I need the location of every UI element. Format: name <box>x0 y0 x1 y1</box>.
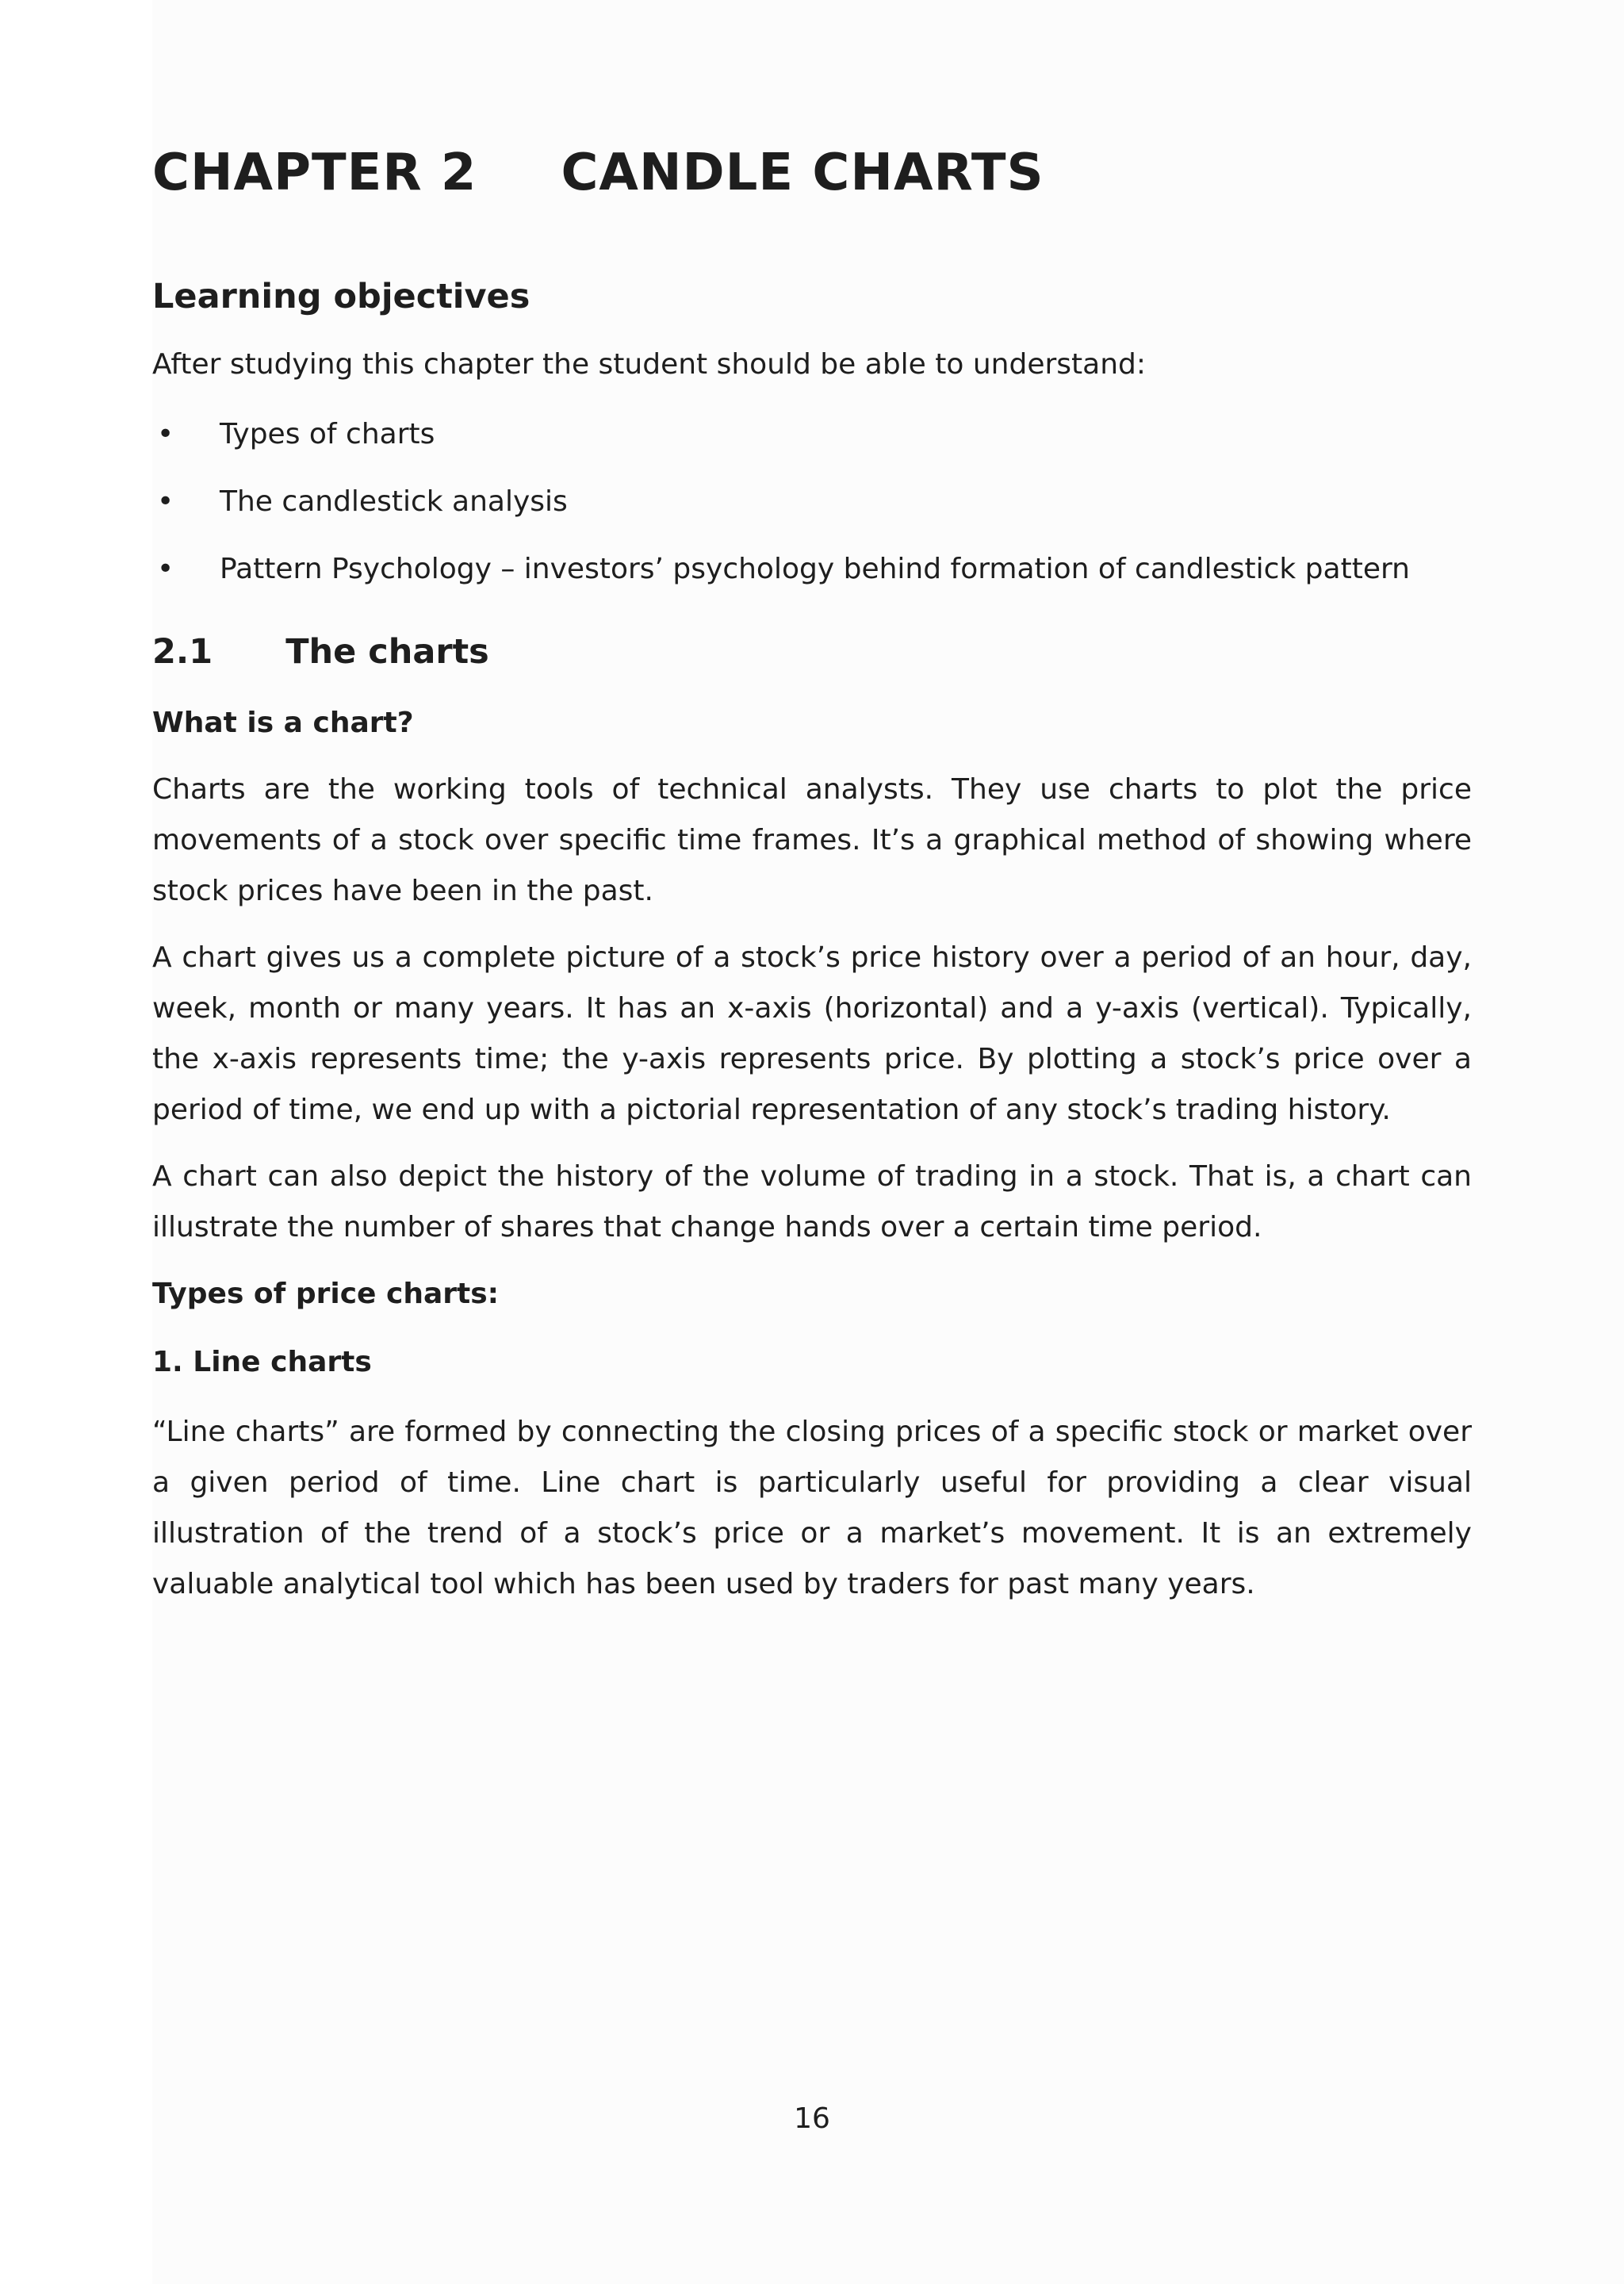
chapter-name: CANDLE CHARTS <box>561 144 1044 202</box>
body-paragraph: Charts are the working tools of technical analysts. They use charts to plot the price movements of a stock over specific time frames. It’s a graphical method of showing where stock prices have been in the past. <box>152 773 1472 907</box>
line-charts-heading: 1. Line charts <box>152 1346 372 1378</box>
body-paragraph: A chart gives us a complete picture of a stock’s price history over a period of an hour, day, week, month or many years. It has an x-axis (horizontal) and a y-axis (vertical). Typically, the x-axis represents time; the y-axis represents price. By plotting a stock’s price over a period of time, we end up with a pictorial representation of any stock’s trading history. <box>152 941 1472 1126</box>
objective-text: Types of charts <box>220 418 435 450</box>
section-number: 2.1 <box>152 632 213 672</box>
learning-objectives-heading: Learning objectives <box>152 277 530 316</box>
objective-text: The candlestick analysis <box>220 485 568 518</box>
section-heading <box>152 628 489 676</box>
line-charts-paragraph: “Line charts” are formed by connecting the closing prices of a specific stock or market over a given period of time. Line chart is particularly useful for providing a clear visual illustration of the trend of a stock’s price or a market’s movement. It is an extremely valuable analytical tool which has been used by traders for past many years. <box>152 1416 1472 1600</box>
objective-item <box>152 409 1500 477</box>
what-is-chart-heading: What is a chart? <box>152 707 414 739</box>
types-of-charts-heading: Types of price charts: <box>152 1278 500 1310</box>
bullet-icon: • <box>157 418 174 450</box>
objective-text: Pattern Psychology – investors’ psychology behind formation of candlestick pattern <box>220 553 1410 585</box>
section-title: The charts <box>285 632 489 672</box>
objectives-intro: After studying this chapter the student should be able to understand: <box>152 348 1147 381</box>
bullet-icon: • <box>157 553 174 585</box>
objective-item <box>152 477 1500 544</box>
bullet-icon: • <box>157 485 174 518</box>
objective-item <box>152 544 1500 611</box>
objectives-list <box>152 409 1500 611</box>
body-paragraph: A chart can also depict the history of the volume of trading in a stock. That is, a chart can illustrate the number of shares that change hands over a certain time period. <box>152 1160 1472 1244</box>
chapter-title <box>152 140 1044 206</box>
chapter-label: CHAPTER 2 <box>152 144 477 202</box>
page-number: 16 <box>794 2102 830 2135</box>
